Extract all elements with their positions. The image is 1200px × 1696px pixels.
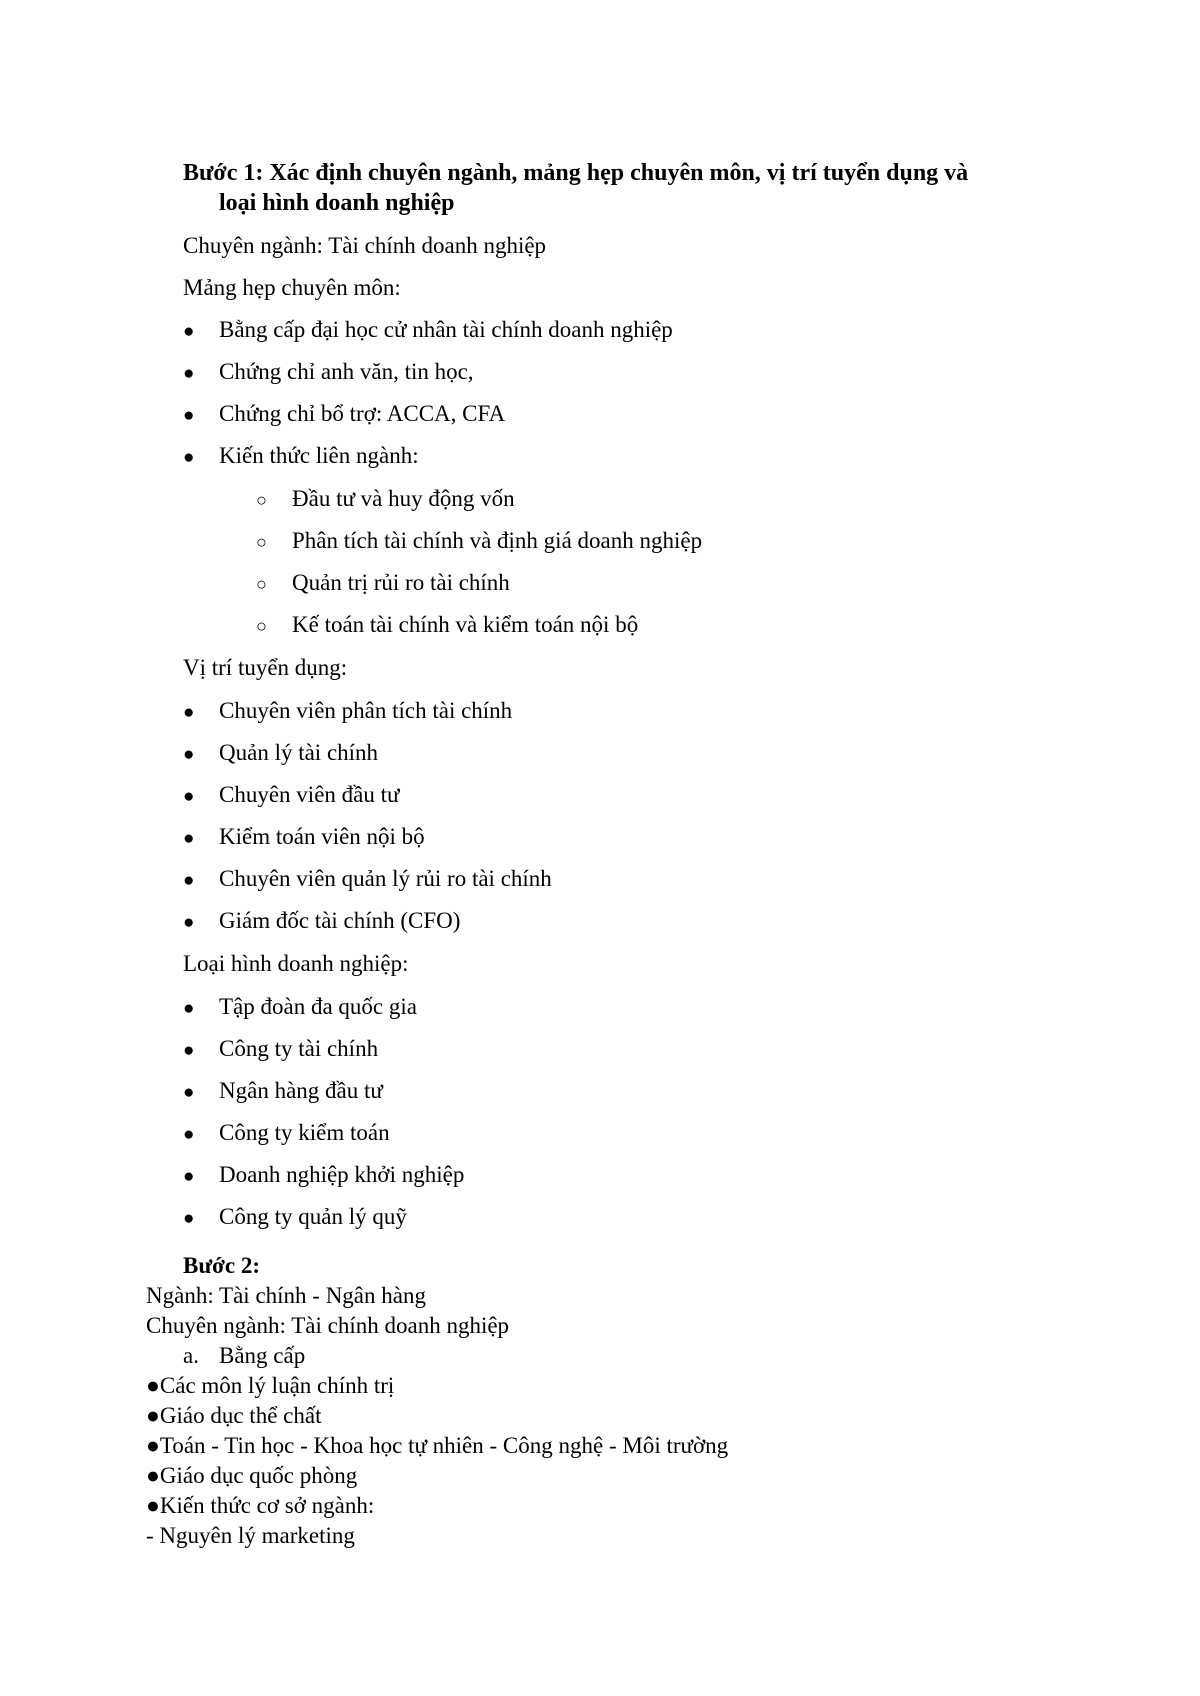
major-line: Chuyên ngành: Tài chính doanh nghiệp [183, 233, 547, 258]
interdisciplinary-item: ○ Kế toán tài chính và kiểm toán nội bộ [256, 611, 638, 640]
bullet-icon: ● [183, 363, 195, 384]
course-item: ●Các môn lý luận chính trị [146, 1373, 395, 1398]
course-item: ●Giáo dục quốc phòng [146, 1463, 358, 1488]
section-a-mark: a. [183, 1343, 199, 1368]
business-type-item: ● Công ty tài chính [183, 1035, 378, 1065]
bullet-icon: ● [183, 1124, 195, 1145]
business-type-item: ● Ngân hàng đầu tư [183, 1077, 383, 1107]
course-item: ●Toán - Tin học - Khoa học tự nhiên - Công nghệ - Môi trường [146, 1433, 729, 1458]
circle-bullet-icon: ○ [256, 616, 267, 636]
bullet-icon: ● [183, 828, 195, 849]
bullet-icon: ● [183, 786, 195, 807]
bullet-icon: ● [183, 447, 195, 468]
bullet-icon: ● [183, 1166, 195, 1187]
bullet-icon: ● [183, 1040, 195, 1061]
bullet-icon: ● [183, 1208, 195, 1229]
business-type-item: ● Doanh nghiệp khởi nghiệp [183, 1161, 464, 1191]
step1-heading-line2: loại hình doanh nghiệp [219, 190, 455, 216]
bullet-icon: ● [183, 702, 195, 723]
business-type-item: ● Công ty quản lý quỹ [183, 1203, 407, 1233]
bullet-icon: ● [183, 1082, 195, 1103]
course-item: ●Kiến thức cơ sở ngành: [146, 1493, 375, 1518]
specialty-item: ● Chứng chỉ anh văn, tin học, [183, 358, 474, 388]
positions-label: Vị trí tuyển dụng: [183, 655, 348, 680]
step1-heading-line1: Bước 1: Xác định chuyên ngành, mảng hẹp chuyên môn, vị trí tuyển dụng và [183, 160, 969, 186]
interdisciplinary-item: ○ Quản trị rủi ro tài chính [256, 569, 510, 598]
interdisciplinary-item: ○ Đầu tư và huy động vốn [256, 485, 515, 514]
specialty-label: Mảng hẹp chuyên môn: [183, 275, 401, 300]
course-item: ●Giáo dục thể chất [146, 1403, 322, 1428]
step2-heading: Bước 2: [183, 1253, 260, 1278]
specialty-item: ● Chứng chỉ bổ trợ: ACCA, CFA [183, 400, 505, 430]
section-a [183, 1342, 305, 1370]
position-item: ● Kiểm toán viên nội bộ [183, 823, 425, 853]
position-item: ● Giám đốc tài chính (CFO) [183, 907, 460, 937]
specialty-item: ● Kiến thức liên ngành: [183, 442, 419, 472]
position-item: ● Chuyên viên phân tích tài chính [183, 697, 512, 727]
section-a-label: Bằng cấp [219, 1343, 306, 1368]
bullet-icon: ● [183, 870, 195, 891]
foundation-item: - Nguyên lý marketing [146, 1523, 355, 1548]
step2-major-line: Chuyên ngành: Tài chính doanh nghiệp [146, 1313, 510, 1338]
position-item: ● Chuyên viên đầu tư [183, 781, 399, 811]
position-item: ● Quản lý tài chính [183, 739, 378, 769]
interdisciplinary-item: ○ Phân tích tài chính và định giá doanh nghiệp [256, 527, 702, 556]
bullet-icon: ● [183, 912, 195, 933]
specialty-item: ● Bằng cấp đại học cử nhân tài chính doanh nghiệp [183, 316, 673, 346]
business-type-item: ● Công ty kiểm toán [183, 1119, 390, 1149]
circle-bullet-icon: ○ [256, 532, 267, 552]
industry-line: Ngành: Tài chính - Ngân hàng [146, 1283, 426, 1308]
bullet-icon: ● [183, 321, 195, 342]
bullet-icon: ● [183, 998, 195, 1019]
business-types-label: Loại hình doanh nghiệp: [183, 951, 409, 976]
bullet-icon: ● [183, 405, 195, 426]
bullet-icon: ● [183, 744, 195, 765]
step1-heading [183, 158, 1083, 218]
circle-bullet-icon: ○ [256, 490, 267, 510]
circle-bullet-icon: ○ [256, 574, 267, 594]
position-item: ● Chuyên viên quản lý rủi ro tài chính [183, 865, 552, 895]
business-type-item: ● Tập đoàn đa quốc gia [183, 993, 417, 1023]
